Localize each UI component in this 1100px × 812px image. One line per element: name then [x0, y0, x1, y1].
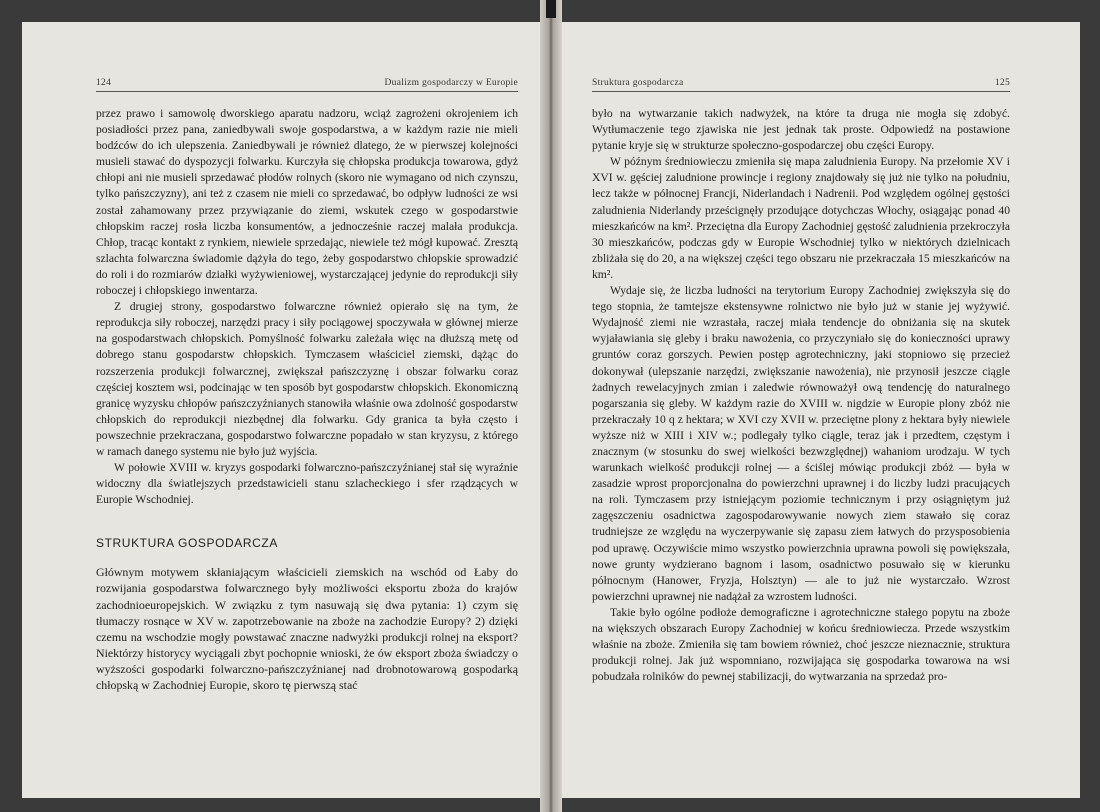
left-paragraph-3: W połowie XVIII w. kryzys gospodarki folwarczno-pańszczyźnianej stał się wyraźnie widoczny dla światlejszych przedstawicieli stanu szlacheckiego i sfer rządzących w Europie Wschodniej.: [96, 461, 518, 507]
left-running-title: Dualizm gospodarczy w Europie: [384, 78, 518, 88]
left-paragraph-1: przez prawo i samowolę dworskiego aparatu nadzoru, wciąż zagrożeni okrojeniem ich posiadłości przez pana, zaniedbywali swoje gospodarstwa, a w każdym razie nie mieli bodźców do ich ulepszenia. Zaniedbywali je również dlatego, że w pierwszej kolejności musieli stawać do dyspozycji folwarku. Kurczyła się chłopska produkcja towarowa, gdyż chłopi ani nie musieli sprzedawać płodów rolnych (skoro nie wymagano od nich czynszu, tylko pańszczyzny), ani też z czasem nie mieli co sprzedawać, bo odpływ ludności ze wsi został zahamowany przez przywiązanie do ziemi, wskutek czego w gospodarstwie chłopskim raczej rosła liczba konsumentów, a jednocześnie raczej malała produkcja. Chłop, tracąc kontakt z rynkiem, niewiele sprzedając, niewiele też mógł kupować. Zresztą szlachta folwarczna świadomie dążyła do tego, żeby gospodarstwo chłopskie sprowadzić do roli i do rozmiarów działki wyżywieniowej, wystarczającej jedynie do reprodukcji siły roboczej i chłopskiego inwentarza.: [96, 107, 518, 298]
left-page: [22, 22, 550, 798]
book-gutter: [540, 0, 562, 812]
left-body-text: [96, 106, 518, 508]
left-paragraph-2: Z drugiej strony, gospodarstwo folwarczne również opierało się na tym, że reprodukcja siły roboczej, narzędzi pracy i siły pociągowej spoczywała w głównej mierze na gospodarstwach chłopskich. Pomyślność folwarku zależała więc na dłuższą metę od dobrego stanu gospodarstw chłopskich. Tymczasem właściciel ziemski, dążąc do rozszerzenia produkcji folwarcznej, zwiększał pańszczyznę i obszar folwarku coraz częściej kosztem wsi, podcinając w ten sposób byt gospodarstw chłopskich. Ekonomiczną granicę wyzysku chłopów pańszczyźnianych stanowiła właśnie owa zdolność gospodarstw chłopskich do reprodukcji niezbędnej dla folwarku. Gdy granica ta była często i powszechnie przekraczana, gospodarstwo folwarczne popadało w stan kryzysu, z którego w ramach danego systemu nie było już wyjścia.: [96, 300, 518, 458]
right-paragraph-4: Takie było ogólne podłoże demograficzne i agrotechniczne stałego popytu na zboże na większych obszarach Europy Zachodniej w końcu średniowiecza. Przede wszystkim właśnie na zboże. Zmieniła się tam bowiem również, choć jeszcze nieznacznie, struktura produkcji rolnej. Jak już wspomniano, rozwijająca się gospodarka towarowa na wsi pobudzała rolników do pewnej stabilizacji, do wytwarzania na sprzedaż pro-: [592, 605, 1010, 684]
left-running-head: [96, 78, 518, 92]
right-paragraph-3: Wydaje się, że liczba ludności na terytorium Europy Zachodniej zwiększyła się do tego stopnia, że tamtejsze ekstensywne rolnictwo nie było już w stanie jej wyżywić. Wydajność ziemi nie wzrastała, raczej miała tendencje do obniżania się na skutek wyjaławiania się gleby i braku nawożenia, co przyczyniało się do konieczności uprawy gruntów coraz gorszych. Pewien postęp agrotechniczny, jaki stopniowo się przecież dokonywał (ulepszanie narzędzi, zwiększanie nawożenia), nie przynosił jeszcze ciągle żadnych rewelacyjnych zmian i zaledwie równoważył ową tendencję do naturalnego pogarszania się gleby. W każdym razie do XVIII w. nigdzie w Europie plony zbóż nie przekraczały 10 q z hektara; w XVI czy XVII w. przeciętne plony z hektara były niewiele wyższe niż w XIII i XIV w.; podlegały tylko ciągle, teraz jak i przedtem, częstym i znacznym (w stosunku do swej wielkości bezwzględnej) wahaniom urodzaju. W tych warunkach wielkość produkcji rolnej — a ściślej mówiąc produkcji zbóż — była w zasadzie wprost proporcjonalna do powierzchni uprawnej i do liczby ludzi pracujących na roli. Tymczasem przy istniejącym poziomie technicznym i przy osiągniętym już zagęszczeniu osadnictwa zagospodarowywanie nowych ziem stawało się coraz trudniejsze ze względu na wyczerpywanie się zapasu ziem łatwych do przysposobienia pod uprawę. Oczywiście mimo wszystko powierzchnia uprawna powoli się powiększała, nowe grunty wydzierano bagnom i lasom, osadnictwo posuwało się w kierunku północnym (Hanower, Fryzja, Holsztyn) — ale to już nie wystarczało. Wzrost powierzchni uprawnej nie nadążał za wzrostem ludności.: [592, 284, 1010, 603]
binding-thread: [546, 0, 556, 18]
section-body-text: [96, 564, 518, 693]
right-paragraph-1: było na wytwarzanie takich nadwyżek, na które ta druga nie mogła się zdobyć. Wytłumaczenie tego zjawiska nie jest jednak tak proste. Odpowiedź na postawione pytanie kryje się w strukturze społeczno-gospodarczej obu części Europy.: [592, 107, 1010, 153]
section-heading: STRUKTURA GOSPODARCZA: [96, 536, 278, 551]
right-running-head: [592, 78, 1010, 92]
right-running-title: Struktura gospodarcza: [592, 78, 684, 88]
right-page-number: 125: [994, 78, 1010, 88]
left-page-number: 124: [96, 78, 112, 88]
right-paragraph-2: W późnym średniowieczu zmieniła się mapa zaludnienia Europy. Na przełomie XV i XVI w. gęściej zaludnione prowincje i regiony znajdowały się już nie tylko na południu, lecz także w północnej Francji, Niderlandach i Nadrenii. Pod względem ogólnej gęstości zaludnienia Niderlandy prześcignęły przodujące dotychczas Włochy, osiągając ponad 40 mieszkańców na km². Przeciętna dla Europy Zachodniej gęstość zaludnienia przekroczyła 30 mieszkańców, podczas gdy w Europie Wschodniej tylko w niektórych dzielnicach zbliżała się do 20, a na większej części tego obszaru nie przekraczała 15 mieszkańców na km².: [592, 155, 1010, 281]
right-page: [552, 22, 1080, 798]
right-body-text: [592, 106, 1010, 685]
section-paragraph: Głównym motywem skłaniającym właścicieli ziemskich na wschód od Łaby do rozwijania gospodarstwa folwarcznego były możliwości eksportu zboża do krajów zachodnioeuropejskich. W związku z tym nasuwają się dwa pytania: 1) czym się tłumaczy rosnące w XV w. zapotrzebowanie na zboże na zachodzie Europy? 2) dzięki czemu na wschodzie mogły powstawać znaczne nadwyżki produkcji rolnej na eksport? Niektórzy historycy wyciągali zbyt pochopnie wnioski, że ów eksport zboża świadczy o wyższości gospodarki folwarczno-pańszczyźnianej nad drobnotowarową gospodarką chłopską w Zachodniej Europie, skoro tę pierwszą stać: [96, 565, 518, 692]
